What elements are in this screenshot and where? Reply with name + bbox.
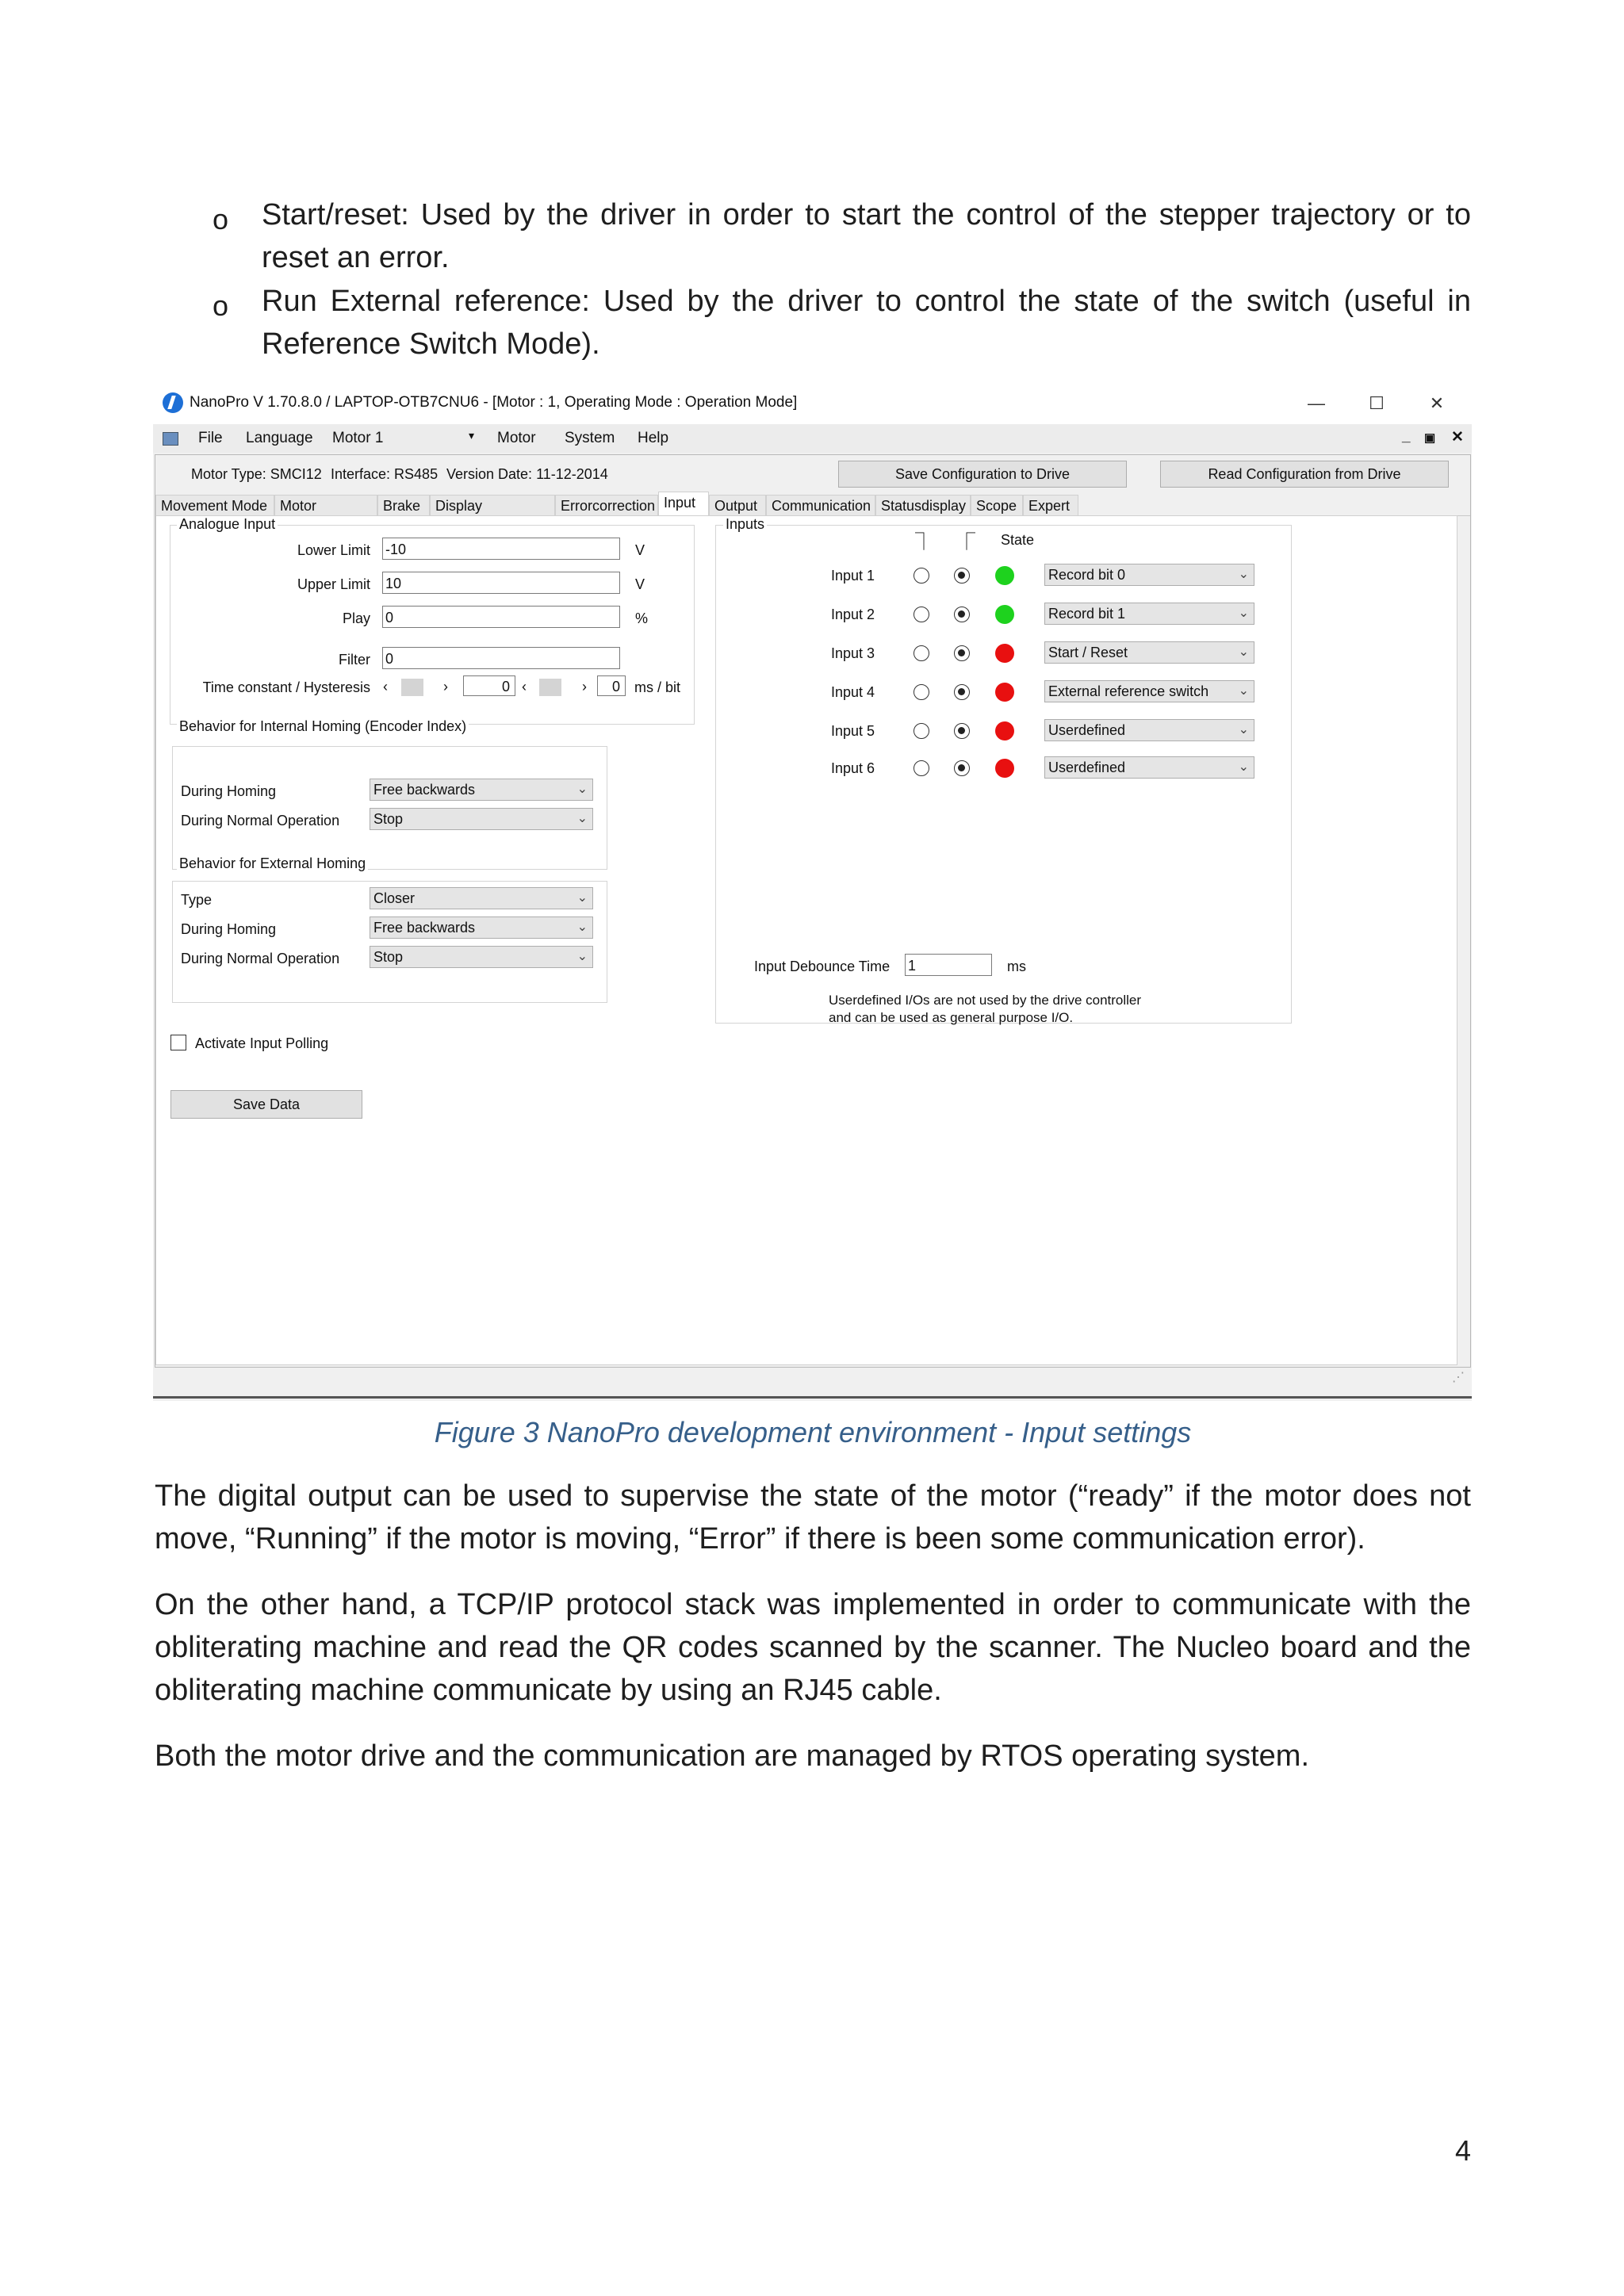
lower-limit-label: Lower Limit xyxy=(297,542,370,558)
tab-errorcorrection[interactable]: Errorcorrection xyxy=(555,495,658,515)
screenshot-bottom-edge xyxy=(153,1396,1472,1399)
resize-grip-icon[interactable]: ⋰ xyxy=(1452,1371,1465,1384)
time-constant-slider-thumb[interactable] xyxy=(401,679,423,696)
internal-during-homing-select[interactable] xyxy=(370,779,593,801)
mdi-close-icon[interactable]: ✕ xyxy=(1451,429,1464,446)
chevron-down-icon: ⌄ xyxy=(576,812,588,825)
lower-limit-unit: V xyxy=(635,542,645,558)
inputs-title: Inputs xyxy=(723,516,767,533)
tab-output[interactable]: Output xyxy=(709,495,766,515)
time-constant-decrease-icon[interactable]: ‹ xyxy=(383,679,388,695)
chevron-down-icon: ⌄ xyxy=(1238,568,1249,581)
menu-system[interactable]: System xyxy=(565,430,615,446)
menu-file[interactable]: File xyxy=(198,430,223,446)
rising-edge-radio[interactable] xyxy=(954,607,970,622)
external-during-homing-label: During Homing xyxy=(181,921,277,937)
falling-edge-radio[interactable] xyxy=(914,723,929,739)
chevron-down-icon: ⌄ xyxy=(1238,684,1249,698)
falling-edge-radio[interactable] xyxy=(914,760,929,776)
window-title: NanoPro V 1.70.8.0 / LAPTOP-OTB7CNU6 - [Motor : 1, Operating Mode : Operation Mode] xyxy=(190,394,798,411)
time-constant-label: Time constant / Hysteresis xyxy=(202,679,370,695)
internal-homing-title: Behavior for Internal Homing (Encoder Index) xyxy=(177,718,469,735)
internal-normal-op-label: During Normal Operation xyxy=(181,813,340,828)
tab-communication[interactable]: Communication xyxy=(766,495,875,515)
input-label: Input 1 xyxy=(831,568,875,584)
nanopro-screenshot xyxy=(153,385,1472,1401)
version-date: Version Date: 11-12-2014 xyxy=(446,466,608,482)
tab-input[interactable]: Input xyxy=(658,492,709,516)
tab-expert[interactable]: Expert xyxy=(1023,495,1078,515)
falling-edge-radio[interactable] xyxy=(914,607,929,622)
paragraph-tcp-ip: On the other hand, a TCP/IP protocol stack was implemented in order to communicate with the obliterating machine and read the QR codes scanned by the scanner. The Nucleo board and the obliterating machine communicate by using an RJ45 cable. xyxy=(155,1588,1471,1707)
menu-motor[interactable]: Motor xyxy=(497,430,536,446)
internal-normal-op-select[interactable] xyxy=(370,808,593,830)
chevron-down-icon: ⌄ xyxy=(1238,760,1249,774)
tab-display-properties[interactable]: Display xyxy=(430,495,555,515)
client-area xyxy=(155,454,1471,1368)
paragraph-digital-output: The digital output can be used to supervise the state of the motor (“ready” if the motor does not move, “Running” if the motor is moving, “Error” if there is been some communication error). xyxy=(155,1479,1471,1556)
tab-scope[interactable]: Scope xyxy=(971,495,1023,515)
hysteresis-slider-thumb[interactable] xyxy=(539,679,561,696)
save-data-button[interactable]: Save Data xyxy=(170,1090,362,1119)
falling-edge-radio[interactable] xyxy=(914,645,929,661)
bullet-marker: o xyxy=(213,203,229,235)
falling-edge-radio[interactable] xyxy=(914,684,929,700)
input-settings-panel xyxy=(155,515,1457,1365)
external-type-value: Closer xyxy=(373,890,416,906)
internal-during-homing-label: During Homing xyxy=(181,783,277,799)
input-label: Input 4 xyxy=(831,684,875,700)
external-normal-op-label: During Normal Operation xyxy=(181,951,340,966)
input-label: Input 5 xyxy=(831,723,875,739)
motor-select-dropdown[interactable]: Motor 1 xyxy=(332,430,384,446)
input-function-select[interactable] xyxy=(1044,603,1254,625)
page-number: 4 xyxy=(1454,2134,1471,2167)
input-function-select[interactable] xyxy=(1044,680,1254,702)
tab-strip xyxy=(155,493,1470,516)
interface: Interface: RS485 xyxy=(331,466,439,482)
external-normal-op-value: Stop xyxy=(373,949,404,965)
userdefined-note-line-1: Userdefined I/Os are not used by the drive controller xyxy=(829,993,1142,1008)
upper-limit-input[interactable]: 10 xyxy=(382,572,620,594)
input-label: Input 6 xyxy=(831,760,875,776)
time-constant-value[interactable]: 0 xyxy=(463,675,515,696)
state-header: State xyxy=(1001,532,1035,548)
internal-during-homing-value: Free backwards xyxy=(373,782,476,798)
debounce-input[interactable]: 1 xyxy=(905,954,992,976)
rising-edge-radio[interactable] xyxy=(954,760,970,776)
menu-help[interactable]: Help xyxy=(638,430,669,446)
input-function-value: Record bit 0 xyxy=(1048,567,1126,583)
tab-movement-mode[interactable]: Movement Mode xyxy=(155,495,274,515)
bullet-run-external-reference: Run External reference: Used by the driver to control the state of the switch (useful in Reference Switch Mode). xyxy=(262,285,1471,361)
hysteresis-value[interactable]: 0 xyxy=(597,675,626,696)
hysteresis-decrease-icon[interactable]: ‹ xyxy=(522,679,527,695)
input-label: Input 2 xyxy=(831,607,875,622)
chevron-down-icon: ⌄ xyxy=(1238,607,1249,620)
time-constant-increase-icon[interactable]: › xyxy=(443,679,448,695)
state-indicator xyxy=(995,566,1014,585)
rising-edge-radio[interactable] xyxy=(954,723,970,739)
play-input[interactable]: 0 xyxy=(382,606,620,628)
chevron-down-icon: ⌄ xyxy=(1238,645,1249,659)
debounce-unit: ms xyxy=(1007,959,1026,974)
motor-type: Motor Type: SMCI12 xyxy=(191,466,322,482)
rising-edge-radio[interactable] xyxy=(954,684,970,700)
lower-limit-input[interactable]: -10 xyxy=(382,538,620,560)
chevron-down-icon[interactable]: ▾ xyxy=(469,429,475,442)
play-label: Play xyxy=(342,610,370,626)
state-indicator xyxy=(995,683,1014,702)
time-unit: ms / bit xyxy=(634,679,681,695)
maximize-icon[interactable]: ☐ xyxy=(1369,393,1385,413)
close-icon[interactable]: ✕ xyxy=(1429,393,1445,413)
external-during-homing-value: Free backwards xyxy=(373,920,476,936)
tab-motor-settings[interactable]: Motor xyxy=(274,495,377,515)
menu-bar xyxy=(153,424,1472,453)
upper-limit-label: Upper Limit xyxy=(297,576,370,592)
paragraph-rtos: Both the motor drive and the communication are managed by RTOS operating system. xyxy=(155,1739,1310,1773)
mdi-restore-icon[interactable]: ▣ xyxy=(1424,431,1436,445)
tab-brake[interactable]: Brake xyxy=(377,495,430,515)
read-config-button[interactable]: Read Configuration from Drive xyxy=(1160,461,1449,488)
chevron-down-icon: ⌄ xyxy=(576,950,588,963)
input-function-value: Start / Reset xyxy=(1048,645,1128,660)
analogue-input-title: Analogue Input xyxy=(177,516,278,533)
input-function-value: External reference switch xyxy=(1048,683,1209,699)
external-normal-op-select[interactable] xyxy=(370,946,593,968)
state-indicator xyxy=(995,644,1014,663)
external-during-homing-select[interactable] xyxy=(370,916,593,939)
input-function-select[interactable] xyxy=(1044,641,1254,664)
chevron-down-icon: ⌄ xyxy=(576,920,588,934)
internal-normal-op-value: Stop xyxy=(373,811,404,827)
rising-edge-radio[interactable] xyxy=(954,568,970,584)
input-function-select[interactable] xyxy=(1044,564,1254,586)
falling-edge-icon: ⏋ xyxy=(915,532,933,552)
falling-edge-radio[interactable] xyxy=(914,568,929,584)
rising-edge-radio[interactable] xyxy=(954,645,970,661)
hysteresis-increase-icon[interactable]: › xyxy=(582,679,587,695)
rising-edge-icon: ⎾ xyxy=(958,532,976,552)
external-type-select[interactable] xyxy=(370,887,593,909)
external-type-label: Type xyxy=(181,892,213,908)
tab-statusdisplay[interactable]: Statusdisplay xyxy=(875,495,971,515)
input-function-value: Userdefined xyxy=(1048,722,1126,738)
input-function-value: Record bit 1 xyxy=(1048,606,1126,622)
external-homing-title: Behavior for External Homing xyxy=(177,855,368,872)
play-unit: % xyxy=(635,610,649,626)
figure-caption: Figure 3 NanoPro development environment - Input settings xyxy=(434,1416,1192,1448)
state-indicator xyxy=(995,605,1014,624)
filter-input[interactable]: 0 xyxy=(382,647,620,669)
filter-label: Filter xyxy=(339,652,370,668)
input-function-select[interactable] xyxy=(1044,756,1254,779)
save-config-button[interactable]: Save Configuration to Drive xyxy=(838,461,1127,488)
mdi-minimize-icon[interactable]: _ xyxy=(1402,428,1411,445)
chevron-down-icon: ⌄ xyxy=(576,891,588,905)
bullet-marker: o xyxy=(213,289,229,322)
document-icon xyxy=(163,432,178,446)
state-indicator xyxy=(995,759,1014,778)
window-titlebar xyxy=(153,385,1472,424)
debounce-label: Input Debounce Time xyxy=(754,959,891,974)
nanopro-logo-icon xyxy=(163,392,183,413)
minimize-icon[interactable]: — xyxy=(1308,393,1325,413)
chevron-down-icon: ⌄ xyxy=(1238,723,1249,737)
state-indicator xyxy=(995,721,1014,740)
activate-polling-checkbox[interactable] xyxy=(170,1035,186,1050)
input-function-value: Userdefined xyxy=(1048,760,1126,775)
userdefined-note-line-2: and can be used as general purpose I/O. xyxy=(829,1010,1074,1025)
upper-limit-unit: V xyxy=(635,576,645,592)
input-label: Input 3 xyxy=(831,645,875,661)
activate-polling-label: Activate Input Polling xyxy=(195,1035,329,1051)
menu-language[interactable]: Language xyxy=(246,430,313,446)
input-function-select[interactable] xyxy=(1044,719,1254,741)
bullet-start-reset: Start/reset: Used by the driver in order to start the control of the stepper trajectory or to reset an error. xyxy=(262,198,1471,274)
chevron-down-icon: ⌄ xyxy=(576,783,588,796)
